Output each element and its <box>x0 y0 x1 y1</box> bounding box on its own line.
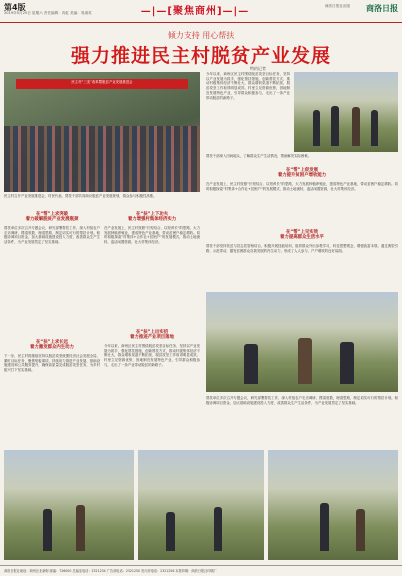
article-column: 今年以来，商州区民主村围绕脱贫攻坚目标任务，坚持以产业发展为抓手，强化帮扶措施，创新帮扶方式，推动村级集体经济不断壮大，群众增收渠道不断拓宽，脱贫攻坚工作取得明显成效。村里立足资源优势，因地制宜发展特色产业，引导群众积极参与，走出了一条产业带动脱贫的新路子。 <box>206 72 290 100</box>
subhead: 在“扶”上下功夫 着力增强村集体经济实力 <box>127 212 177 223</box>
photo-caption-right: 帮扶干部深入田间地头，了解群众生产生活情况，帮助解决实际困难。 <box>206 154 312 158</box>
article-column: 帮扶单位多次召开专题会议，研究部署帮扶工作，深入村组农户走访调研，摸清底数，理清思路，制定切实可行的帮扶计划。积极协调项目资金，加大基础设施建设投入力度，改善群众生产生活条件，为产业发展奠定了坚实基础。 <box>4 226 100 245</box>
headline-kicker: 倾力支持 用心帮扶 <box>167 31 235 40</box>
date-line: 2019年5月25日 星期六 责任编辑：冉虹 美编：易淑英 <box>4 11 92 15</box>
article-column: 在产业发展上，民主村按照“长短结合、以短养长”的思路，大力发展种植养殖业，建成特色产业基地，带动贫困户稳定增收。同时积极探索“村集体+合作社+贫困户”的发展模式，推动土地流转，盘活闲置资源，壮大村集体经济。 <box>206 182 398 191</box>
section-title: —|—[聚焦商州]—|— <box>140 6 250 17</box>
field-visit-photo <box>294 72 398 152</box>
subhead: 在“扶”上出实招 着力推进产业项目落地 <box>130 330 174 341</box>
newspaper-logo: 商洛日报 <box>366 3 398 13</box>
article-column: 下一步，民主村将继续坚持以脱贫攻坚统揽经济社会发展全局，紧盯目标任务，聚焦短板弱项，持续用力推进产业发展、基础设施建设和公共服务提升，确保高质量完成脱贫攻坚任务，为乡村振兴打下坚实基础。 <box>4 354 100 373</box>
page-footer: 商洛日报社地址：商州区北新街 邮编：726000 总编室电话：2321234 广告部电话：2321250 发行部电话：2321256 本报印刷：商洛日报社印刷厂 <box>0 565 402 576</box>
article-column: 在产业发展上，民主村按照“长短结合、以短养长”的思路，大力发展种植养殖业，建成特色产业基地，带动贫困户稳定增收。同时积极探索“村集体+合作社+贫困户”的发展模式，推动土地流转，盘活闲置资源，壮大村集体经济。 <box>104 226 200 245</box>
masthead <box>0 0 402 23</box>
article-column: 今年以来，商州区民主村围绕脱贫攻坚目标任务，坚持以产业发展为抓手，强化帮扶措施，创新帮扶方式，推动村级集体经济不断壮大，群众增收渠道不断拓宽，脱贫攻坚工作取得明显成效。村里立足资源优势，因地制宜发展特色产业，引导群众积极参与，走出了一条产业带动脱贫的新路子。 <box>104 344 200 367</box>
subhead: 在“帮”上求突破 着力破解脱贫产业发展瓶颈 <box>25 212 79 223</box>
meeting-photo <box>4 72 200 192</box>
article-column: 帮扶单位多次召开专题会议，研究部署帮扶工作，深入村组农户走访调研，摸清底数，理清思路，制定切实可行的帮扶计划。积极协调项目资金，加大基础设施建设投入力度，改善群众生产生活条件，为产业发展奠定了坚实基础。 <box>206 396 398 405</box>
village-road-photo <box>268 450 398 560</box>
subhead: 在“扶”上求长远 着力激发群众内生动力 <box>30 340 74 351</box>
photo-banner-text: 民主村“三变”改革暨脱贫产业发展推进会 <box>71 80 133 85</box>
greenhouse-photo <box>206 292 398 392</box>
livestock-photo <box>138 450 264 560</box>
page-number: 第4版 <box>4 3 26 12</box>
article-column: 帮扶干部坚持扶贫与扶志扶智相结合，积极开展技能培训，组织群众外出参观学习，转变思想观念，增强致富本领。通过典型引路、示范带动，激发贫困群众自我发展的内生动力，形成了人人参与、户户增收的良好局面。 <box>206 244 398 253</box>
page-headline: 强力推进民主村脱贫产业发展 <box>70 45 331 67</box>
farmland-photo <box>4 450 134 560</box>
publisher-note: 商洛日报社出版 <box>324 4 350 8</box>
subhead: 在“帮”上见实效 着力提高群众生活水平 <box>280 230 324 241</box>
subhead: 在“帮”上促发展 着力提升贫困户增收能力 <box>277 168 327 179</box>
byline: 特约记者 <box>250 66 266 71</box>
photo-caption: 民主村召开产业发展推进会，村民代表、帮扶干部共同商议脱贫产业发展规划，群众参与积极性高涨。 <box>4 194 157 198</box>
